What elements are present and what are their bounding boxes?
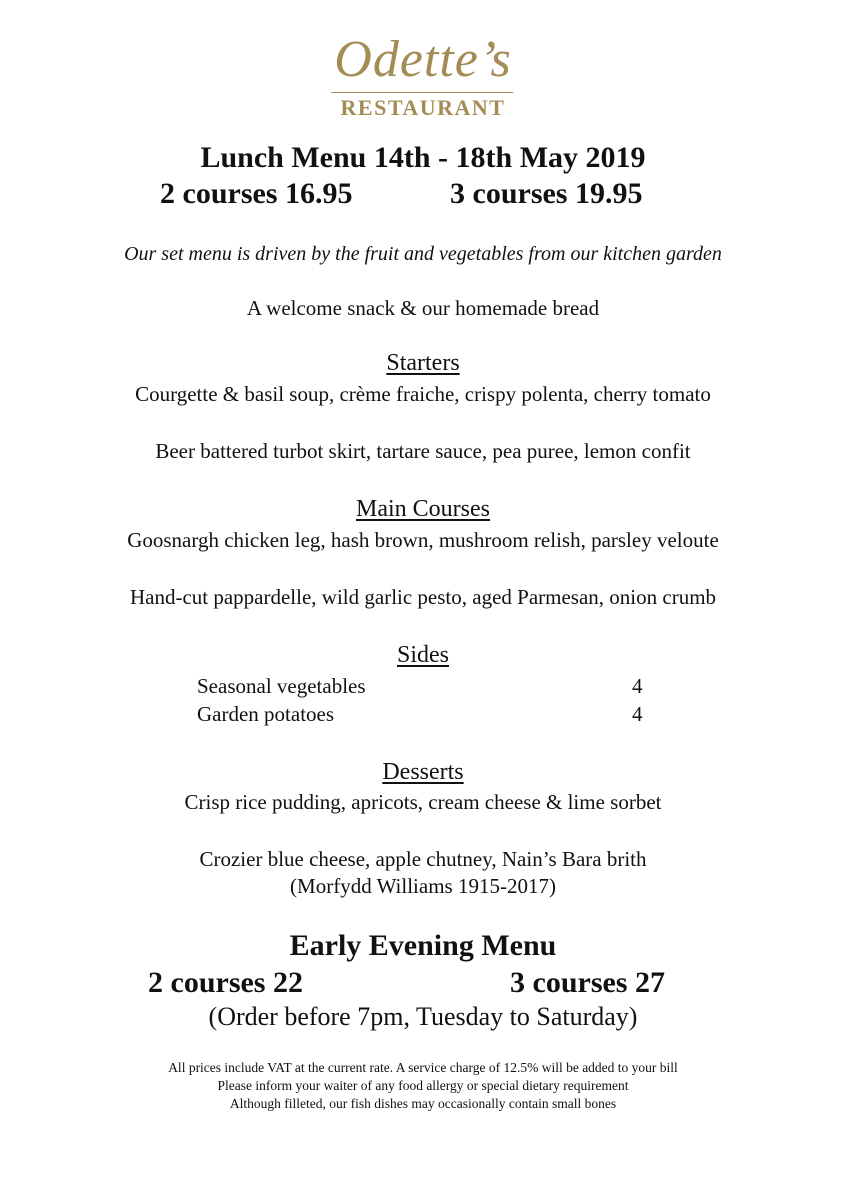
- restaurant-subtitle: RESTAURANT: [340, 95, 506, 120]
- main-course-item: Goosnargh chicken leg, hash brown, mushroom relish, parsley veloute: [127, 528, 719, 552]
- main-course-item: Hand-cut pappardelle, wild garlic pesto, aged Parmesan, onion crumb: [129, 585, 717, 609]
- early-evening-title: Early Evening Menu: [289, 929, 557, 962]
- sides-heading: Sides: [396, 642, 449, 668]
- side-item-name: Garden potatoes: [197, 702, 335, 726]
- footer-line: All prices include VAT at the current rate. A service charge of 12.5% will be added to your bill: [168, 1060, 678, 1075]
- early-evening-price-3-courses: 3 courses 27: [510, 966, 665, 999]
- welcome-line: A welcome snack & our homemade bread: [246, 296, 600, 320]
- starter-item: Courgette & basil soup, crème fraiche, crispy polenta, cherry tomato: [135, 382, 711, 406]
- dessert-note: (Morfydd Williams 1915-2017): [290, 874, 556, 898]
- footer-line: Although filleted, our fish dishes may occasionally contain small bones: [229, 1096, 617, 1111]
- dessert-item: Crozier blue cheese, apple chutney, Nain’s Bara brith: [199, 847, 647, 871]
- desserts-heading: Desserts: [382, 759, 464, 785]
- dessert-item: Crisp rice pudding, apricots, cream cheese & lime sorbet: [184, 790, 662, 814]
- side-item-price: 4: [632, 702, 643, 726]
- main-courses-heading: Main Courses: [356, 496, 490, 522]
- lunch-price-3-courses: 3 courses 19.95: [450, 177, 643, 210]
- starter-item: Beer battered turbot skirt, tartare sauce, pea puree, lemon confit: [155, 439, 691, 463]
- footer-line: Please inform your waiter of any food allergy or special dietary requirement: [217, 1078, 629, 1093]
- starters-heading: Starters: [386, 350, 460, 376]
- restaurant-logo: Odette’s: [334, 31, 512, 88]
- lunch-price-2-courses: 2 courses 16.95: [160, 177, 353, 210]
- early-evening-price-2-courses: 2 courses 22: [148, 966, 303, 999]
- early-evening-note: (Order before 7pm, Tuesday to Saturday): [208, 1002, 638, 1031]
- lunch-menu-title: Lunch Menu 14th - 18th May 2019: [200, 141, 646, 174]
- menu-tagline: Our set menu is driven by the fruit and vegetables from our kitchen garden: [124, 243, 722, 265]
- logo-divider: [331, 92, 513, 93]
- side-item-name: Seasonal vegetables: [197, 674, 366, 698]
- side-item-price: 4: [632, 674, 643, 698]
